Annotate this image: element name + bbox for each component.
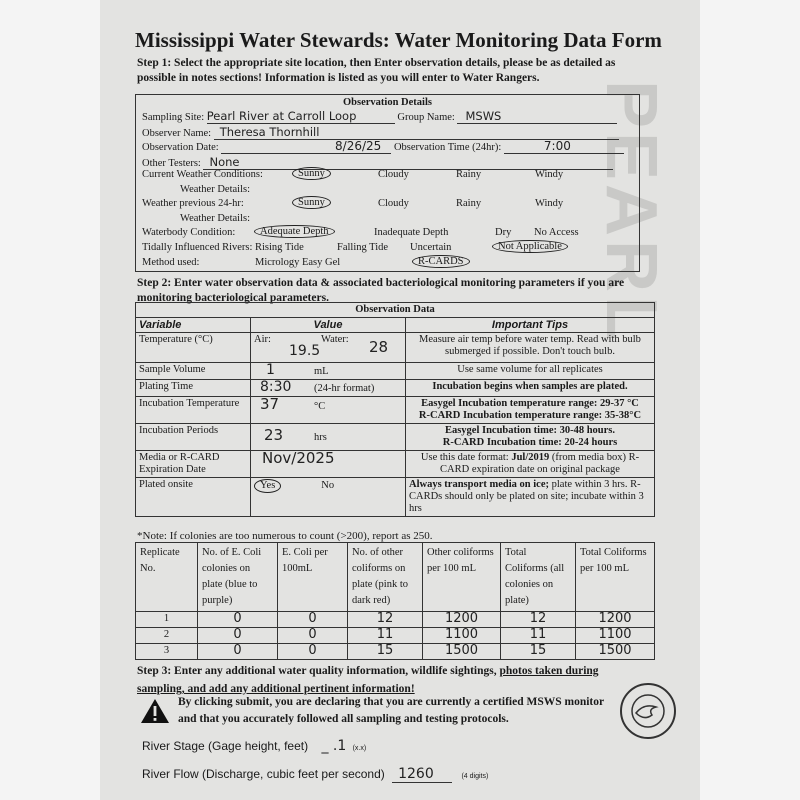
ecoli-colonies-cell[interactable]: 0 <box>198 644 278 660</box>
testers-row <box>142 155 613 170</box>
plated-onsite-label: Plated onsite <box>136 478 251 517</box>
method-option-rcards[interactable]: R-CARDS <box>412 255 470 268</box>
observation-details-heading: Observation Details <box>343 97 432 108</box>
table-row <box>136 612 655 628</box>
replicate-no: 1 <box>136 612 198 628</box>
total-per-100ml-cell[interactable]: 1500 <box>576 644 655 660</box>
observer-name-field[interactable]: Theresa Thornhill <box>214 125 619 140</box>
table-row <box>136 424 655 451</box>
waterbody-option-no-access[interactable]: No Access <box>534 227 579 238</box>
watermark-pearl: PEARL <box>591 80 671 345</box>
form-title: Mississippi Water Stewards: Water Monitoring Data Form <box>135 28 662 52</box>
observation-data-table <box>135 302 655 517</box>
expiration-tip-c: (from media box) R-CARD expiration date on original package <box>440 452 640 475</box>
declaration-text: By clicking submit, you are declaring that you are currently a certified MSWS monitor and that you accurately followed all sampling and testing protocols. <box>178 696 604 725</box>
other-colonies-cell[interactable]: 15 <box>348 644 423 660</box>
table-row <box>136 363 655 380</box>
step2-instructions: Step 2: Enter water observation data & associated bacteriological monitoring parameters if you are monitoring bacteriological parameters. <box>137 277 625 304</box>
step3-text-b: photos taken during <box>499 665 599 677</box>
total-per-100ml-cell[interactable]: 1200 <box>576 612 655 628</box>
prev-weather-option-windy[interactable]: Windy <box>535 198 564 209</box>
prev-weather-label: Weather previous 24-hr: <box>142 198 244 209</box>
table-row <box>136 333 655 363</box>
step3-text-a: Step 3: Enter any additional water quality information, wildlife sightings, <box>137 665 500 677</box>
water-label: Water: <box>321 334 349 345</box>
observer-row <box>142 125 619 140</box>
ecoli-per-100ml-cell[interactable]: 0 <box>278 644 348 660</box>
tidal-option-rising[interactable]: Rising Tide <box>255 242 304 253</box>
mississippi-water-stewards-logo <box>620 683 676 739</box>
onsite-tip-bold: Always transport media on ice; <box>409 479 549 490</box>
plating-time-field[interactable]: 8:30 <box>260 379 292 395</box>
total-colonies-cell[interactable]: 12 <box>501 612 576 628</box>
incubation-temp-field[interactable]: 37 <box>260 395 280 413</box>
prev-weather-option-rainy[interactable]: Rainy <box>456 198 482 209</box>
incubation-temp-label: Incubation Temperature <box>136 397 251 424</box>
table-row <box>136 478 655 517</box>
sampling-site-field[interactable]: Pearl River at Carroll Loop <box>207 109 395 124</box>
river-stage-label: River Stage (Gage height, feet) <box>142 739 309 753</box>
prev-weather-option-cloudy[interactable]: Cloudy <box>378 198 409 209</box>
sample-volume-field[interactable]: 1 <box>266 362 275 378</box>
sample-volume-unit: mL <box>314 366 329 377</box>
header-ecoli-per-100ml: E. Coli per 100mL <box>278 543 348 612</box>
header-total-colonies: Total Coliforms (all colonies on plate) <box>501 543 576 612</box>
observation-time-label: Observation Time (24hr): <box>393 142 502 153</box>
header-value: Value <box>251 318 406 333</box>
incubation-temp-tip-easygel: Easygel Incubation temperature range: 29-37 °C <box>421 398 639 409</box>
waterbody-row <box>142 227 632 238</box>
incubation-period-label: Incubation Periods <box>136 424 251 451</box>
air-temp-field[interactable]: 19.5 <box>289 343 321 359</box>
weather-details-label: Weather Details: <box>180 184 250 195</box>
water-temp-field[interactable]: 28 <box>369 338 389 356</box>
table-row <box>136 451 655 478</box>
warning-icon <box>140 698 170 724</box>
step3-text-d: sampling, and add any additional pertinent information! <box>137 683 415 695</box>
incubation-period-field[interactable]: 23 <box>264 426 284 444</box>
ecoli-per-100ml-cell[interactable]: 0 <box>278 628 348 644</box>
river-stage-field[interactable]: _ .1 <box>321 738 347 754</box>
waterbody-option-dry[interactable]: Dry <box>495 227 512 238</box>
waterbody-option-adequate[interactable]: Adequate Depth <box>254 225 335 238</box>
observation-time-field[interactable]: 7:00 <box>504 139 624 154</box>
incubation-temp-unit: °C <box>314 401 326 412</box>
sample-volume-label: Sample Volume <box>136 363 251 380</box>
other-colonies-cell[interactable]: 12 <box>348 612 423 628</box>
onsite-tip: plate within 3 hrs. R-CARDs should only be plated on site; incubate within 3 hrs <box>409 479 644 514</box>
plated-onsite-yes[interactable]: Yes <box>254 479 281 493</box>
prev-weather-row <box>142 198 632 209</box>
ecoli-colonies-cell[interactable]: 0 <box>198 612 278 628</box>
table-row <box>136 644 655 660</box>
current-weather-option-windy[interactable]: Windy <box>535 169 564 180</box>
header-other-per-100ml: Other coliforms per 100 mL <box>423 543 501 612</box>
header-tips: Important Tips <box>406 318 655 333</box>
tidal-option-not-applicable[interactable]: Not Applicable <box>492 240 568 253</box>
waterbody-option-inadequate[interactable]: Inadequate Depth <box>374 227 449 238</box>
other-colonies-cell[interactable]: 11 <box>348 628 423 644</box>
waterbody-condition-label: Waterbody Condition: <box>142 227 236 238</box>
sample-volume-tip: Use same volume for all replicates <box>406 363 655 380</box>
sampling-site-row <box>142 109 617 124</box>
current-weather-option-sunny[interactable]: Sunny <box>292 167 331 180</box>
table-row <box>136 628 655 644</box>
expiration-date-field[interactable]: Nov/2025 <box>262 449 335 467</box>
observer-name-label: Observer Name: <box>142 128 212 139</box>
header-variable: Variable <box>136 318 251 333</box>
other-testers-label: Other Testers: <box>142 158 201 169</box>
current-weather-label: Current Weather Conditions: <box>142 169 263 180</box>
ecoli-per-100ml-cell[interactable]: 0 <box>278 612 348 628</box>
method-label: Method used: <box>142 257 200 268</box>
river-stage-hint: (x.x) <box>352 745 367 752</box>
observation-date-label: Observation Date: <box>142 142 219 153</box>
observation-data-heading: Observation Data <box>136 303 655 318</box>
method-row <box>142 257 632 268</box>
plating-time-unit: (24-hr format) <box>314 383 375 394</box>
other-per-100ml-cell[interactable]: 1500 <box>423 644 501 660</box>
tidal-option-uncertain[interactable]: Uncertain <box>410 242 452 253</box>
river-flow-field[interactable]: 1260 <box>392 766 452 783</box>
total-colonies-cell[interactable]: 15 <box>501 644 576 660</box>
ecoli-colonies-cell[interactable]: 0 <box>198 628 278 644</box>
plated-onsite-no[interactable]: No <box>321 480 335 491</box>
expiration-tip-format: Jul/2019 <box>511 452 550 463</box>
header-ecoli-colonies: No. of E. Coli colonies on plate (blue to purple) <box>198 543 278 612</box>
total-colonies-cell[interactable]: 11 <box>501 628 576 644</box>
expiration-date-label: Media or R-CARD Expiration Date <box>136 451 251 478</box>
current-weather-option-cloudy[interactable]: Cloudy <box>378 169 409 180</box>
air-label: Air: <box>254 334 271 345</box>
plating-time-label: Plating Time <box>136 380 251 397</box>
incubation-time-tip-easygel: Easygel Incubation time: 30-48 hours. <box>444 425 616 436</box>
step1-instructions: Step 1: Select the appropriate site location, then Enter observation details, please be as detailed as possible in notes sections! Information is listed as you will enter to Water Rangers. <box>137 57 616 84</box>
temperature-tip: Measure air temp before water temp. Read with bulb submerged if possible. Don't touch bulb. <box>406 333 655 363</box>
total-per-100ml-cell[interactable]: 1100 <box>576 628 655 644</box>
other-per-100ml-cell[interactable]: 1100 <box>423 628 501 644</box>
current-weather-row <box>142 169 632 180</box>
colony-note: *Note: If colonies are too numerous to count (>200), report as 250. <box>137 530 433 542</box>
table-row <box>136 397 655 424</box>
date-row <box>142 139 624 154</box>
river-flow-label: River Flow (Discharge, cubic feet per second) <box>142 767 385 781</box>
header-total-per-100ml: Total Coliforms per 100 mL <box>576 543 655 612</box>
river-flow-hint: (4 digits) <box>461 773 489 780</box>
method-option-easygel[interactable]: Micrology Easy Gel <box>255 257 341 268</box>
incubation-period-unit: hrs <box>314 432 327 443</box>
header-replicate: Replicate No. <box>136 543 198 612</box>
tidal-option-falling[interactable]: Falling Tide <box>337 242 389 253</box>
incubation-temp-tip-rcard: R-CARD Incubation temperature range: 35-38°C <box>418 410 642 421</box>
sampling-site-label: Sampling Site: <box>142 112 205 123</box>
other-per-100ml-cell[interactable]: 1200 <box>423 612 501 628</box>
plating-time-tip: Incubation begins when samples are plated. <box>406 380 655 397</box>
step3-instructions <box>137 662 617 698</box>
temperature-value-cell <box>251 333 406 363</box>
expiration-tip-a: Use this date format: <box>420 452 512 463</box>
observation-details-box <box>135 94 640 272</box>
replicate-no: 3 <box>136 644 198 660</box>
header-other-colonies: No. of other coliforms on plate (pink to dark red) <box>348 543 423 612</box>
tidal-row <box>142 242 632 253</box>
river-flow-row <box>142 766 488 783</box>
observation-date-field[interactable]: 8/26/25 <box>221 139 391 154</box>
tidal-label: Tidally Influenced Rivers: <box>142 242 253 253</box>
river-stage-row <box>142 738 366 754</box>
coliform-table <box>135 542 655 660</box>
table-row <box>136 380 655 397</box>
prev-weather-details-label: Weather Details: <box>180 213 250 224</box>
current-weather-option-rainy[interactable]: Rainy <box>456 169 482 180</box>
replicate-no: 2 <box>136 628 198 644</box>
incubation-time-tip-rcard: R-CARD Incubation time: 20-24 hours <box>442 437 618 448</box>
temperature-label: Temperature (°C) <box>136 333 251 363</box>
group-name-label: Group Name: <box>397 112 455 123</box>
other-testers-field[interactable]: None <box>203 155 613 170</box>
group-name-field[interactable]: MSWS <box>457 109 617 124</box>
prev-weather-option-sunny[interactable]: Sunny <box>292 196 331 209</box>
